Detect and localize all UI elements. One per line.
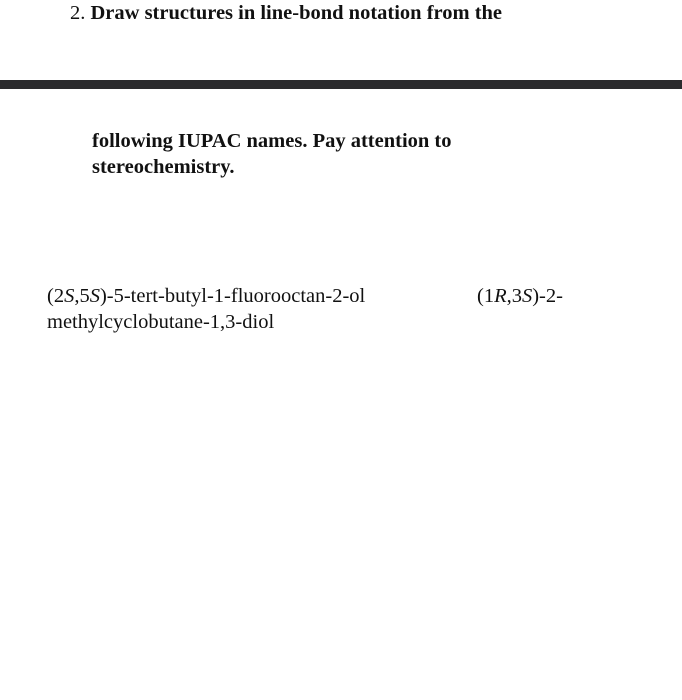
question-number: 2.	[70, 2, 86, 24]
question-heading-line-2: following IUPAC names. Pay attention to	[92, 130, 452, 152]
compound-name-1: (2S,5S)-5-tert-butyl-1-fluorooctan-2-ol	[47, 285, 366, 307]
compound-name-2-continuation: methylcyclobutane-1,3-diol	[47, 311, 275, 333]
question-heading-text: Draw structures in line-bond notation from the	[90, 2, 503, 24]
question-heading-line-1	[70, 3, 502, 24]
page-divider	[0, 80, 682, 89]
question-heading-line-3: stereochemistry.	[92, 156, 235, 178]
compound-name-2: (1R,3S)-2-	[477, 285, 563, 307]
